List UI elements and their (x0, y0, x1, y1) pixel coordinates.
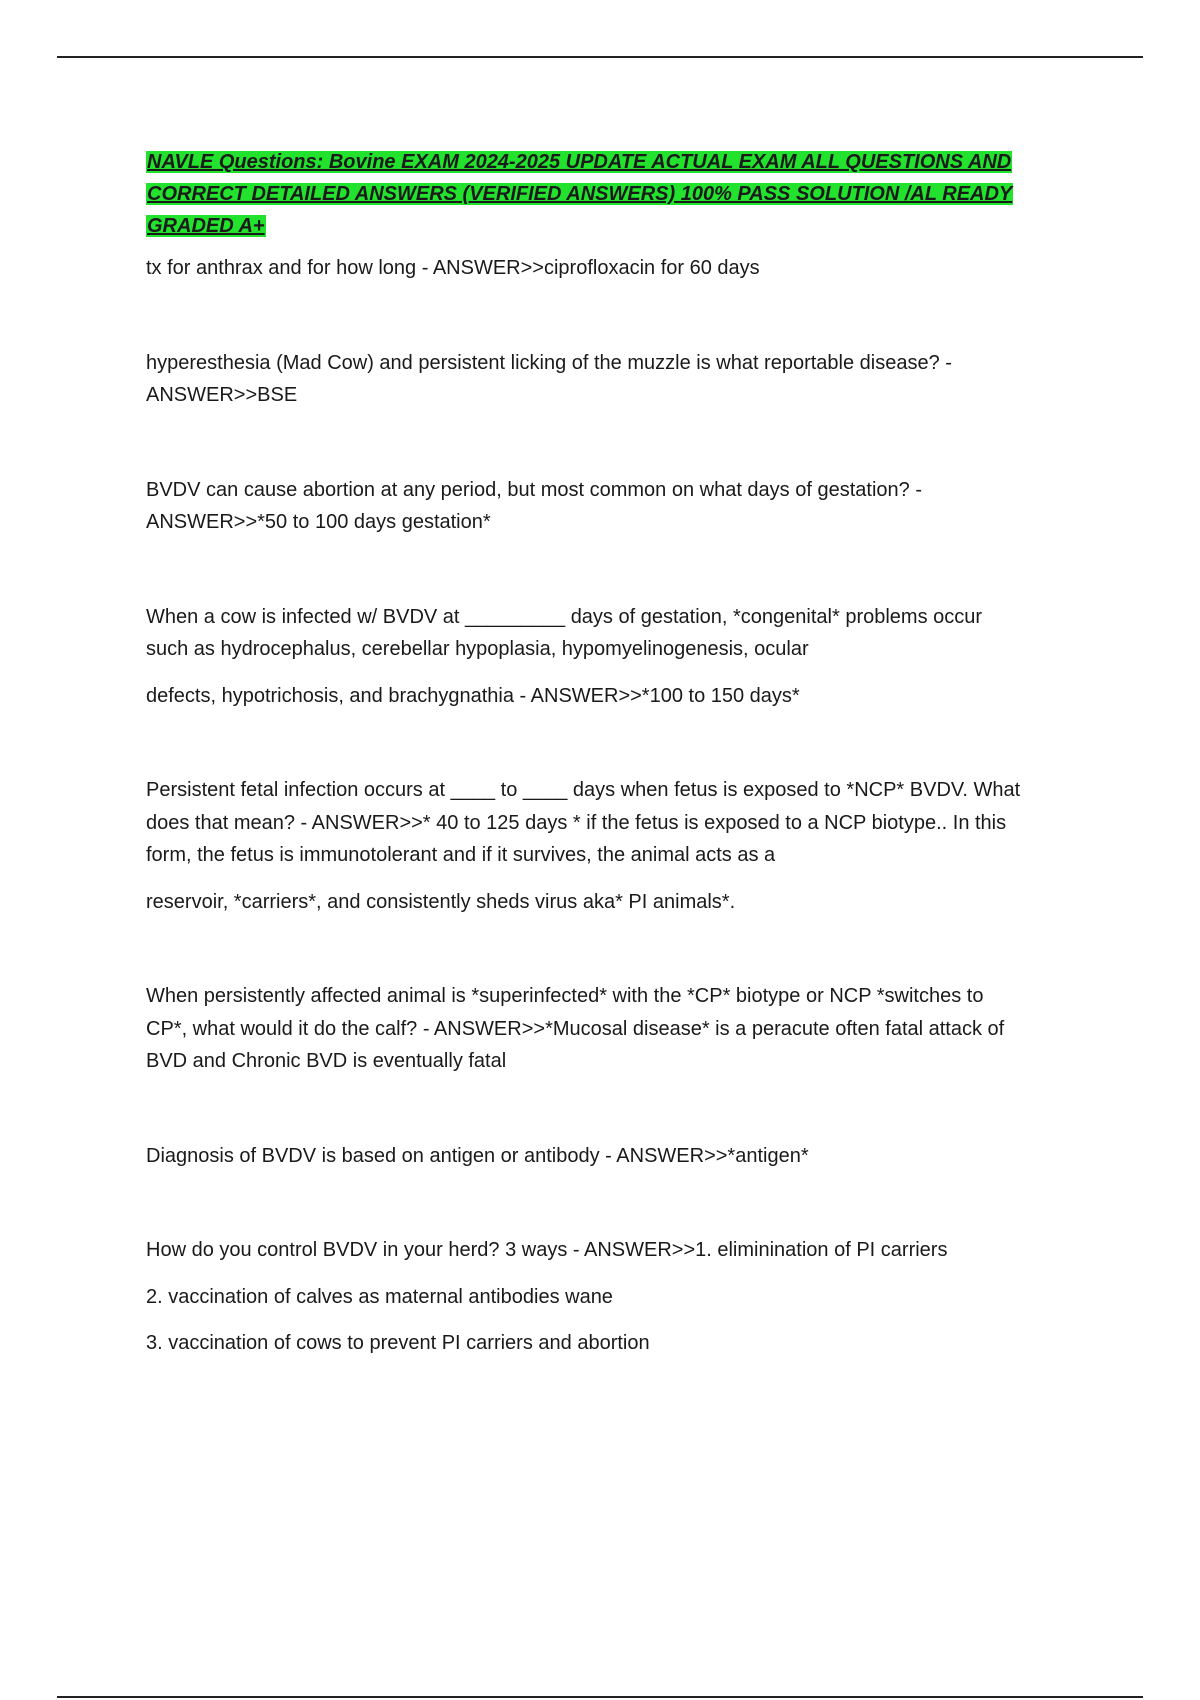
question-persistent-infection: Persistent fetal infection occurs at ____ to ____ days when fetus is exposed to *NCP* BVDV. What does that mean? - ANSWER>>* 40 to 125 days * if the fetus is exposed to a NCP biotype.. In this form, the fetus is immunotolerant and if it survives, the animal acts as a (146, 779, 1026, 866)
question-bvdv-diagnosis: Diagnosis of BVDV is based on antigen or antibody - ANSWER>>*antigen* (146, 1144, 809, 1167)
question-bvdv-congenital-continued: defects, hypotrichosis, and brachygnathia - ANSWER>>*100 to 150 days* (146, 684, 800, 707)
question-bse: hyperesthesia (Mad Cow) and persistent licking of the muzzle is what reportable disease? - ANSWER>>BSE (146, 351, 957, 406)
control-step-2: 2. vaccination of calves as maternal antibodies wane (146, 1285, 613, 1308)
header-rule (57, 56, 1143, 58)
question-mucosal-disease: When persistently affected animal is *superinfected* with the *CP* biotype or NCP *switches to CP*, what would it do the calf? - ANSWER>>*Mucosal disease* is a peracute often fatal attack of BVD and Chronic BVD is eventually fatal (146, 985, 1010, 1072)
question-bvdv-congenital: When a cow is infected w/ BVDV at _________ days of gestation, *congenital* problems occur such as hydrocephalus, cerebellar hypoplasia, hypomyelinogenesis, ocular (146, 605, 988, 660)
control-step-3: 3. vaccination of cows to prevent PI carriers and abortion (146, 1332, 650, 1354)
question-persistent-infection-continued: reservoir, *carriers*, and consistently sheds virus aka* PI animals*. (146, 890, 736, 913)
document-title (146, 146, 1026, 242)
question-bvdv-abortion: BVDV can cause abortion at any period, but most common on what days of gestation? - ANSWER>>*50 to 100 days gestation* (146, 478, 927, 533)
title-highlight: NAVLE Questions: Bovine EXAM 2024-2025 UPDATE ACTUAL EXAM ALL QUESTIONS AND CORRECT DETAILED ANSWERS (VERIFIED ANSWERS) 100% PASS SOLUTION /AL READY GRADED A+ (147, 151, 1013, 237)
question-anthrax: tx for anthrax and for how long - ANSWER>>ciprofloxacin for 60 days (146, 257, 760, 279)
footer-rule (57, 1696, 1143, 1698)
document-body (146, 146, 1026, 1360)
question-bvdv-control: How do you control BVDV in your herd? 3 ways - ANSWER>>1. eliminination of PI carriers (146, 1239, 948, 1261)
